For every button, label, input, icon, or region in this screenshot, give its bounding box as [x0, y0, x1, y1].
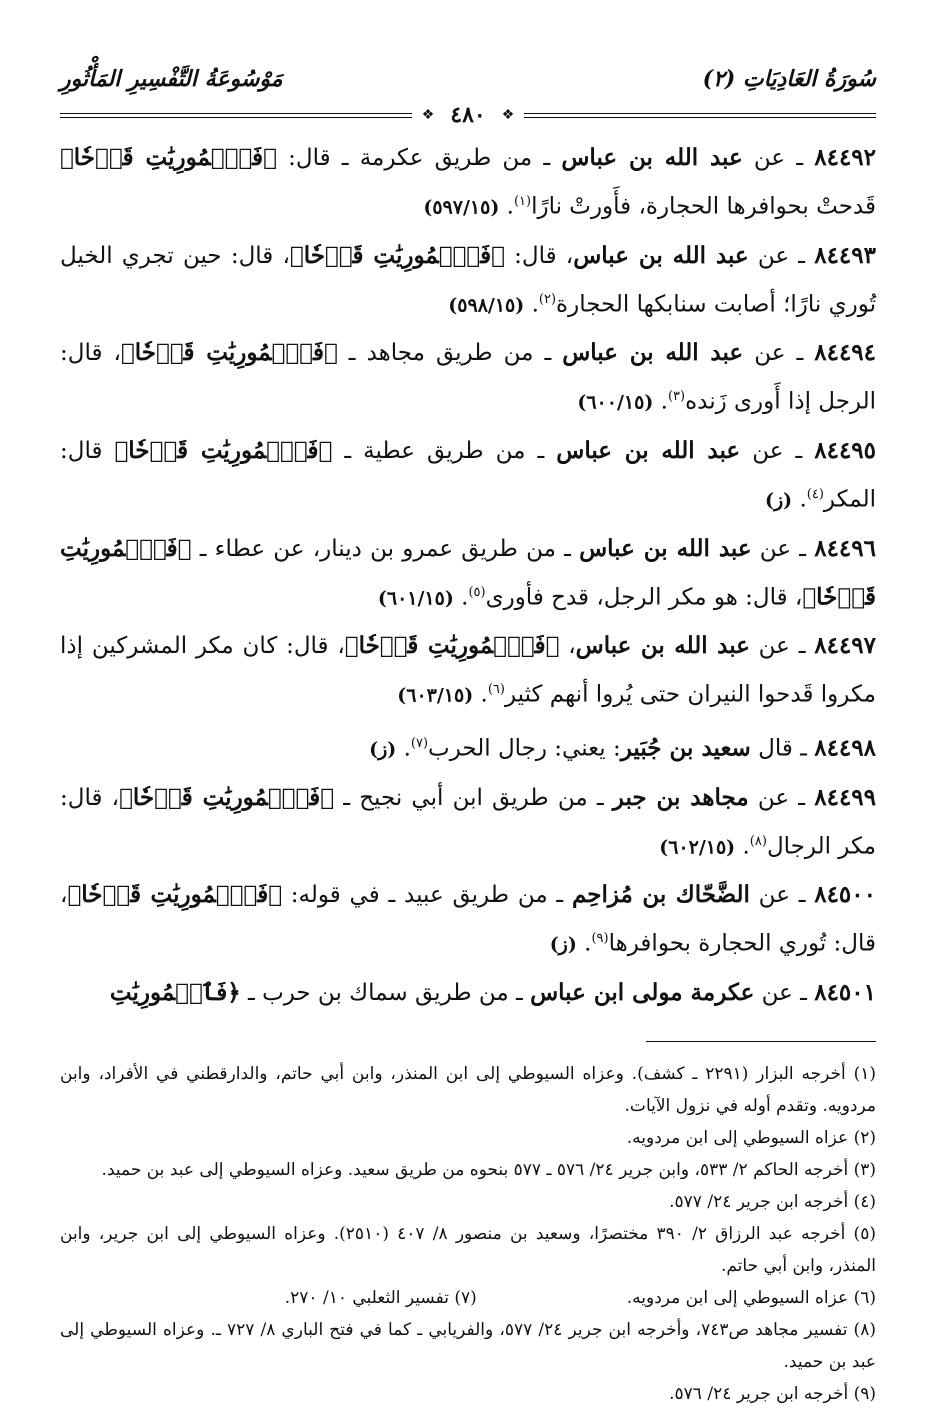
narrator-name: سعيد بن جُبَير [620, 734, 751, 762]
narrator-name: عبد الله بن عباس [556, 436, 741, 464]
footnote: (٦) عزاه السيوطي إلى ابن مردويه. [626, 1287, 876, 1308]
entry-text: ، قال: كان مكر المشركين إذا مكروا قَدحوا النيران حتى يُروا أنهم كثير [60, 633, 876, 708]
entry-text: قال: المكر [60, 437, 876, 513]
entry-number: ٨٤٤٩٦ [814, 534, 876, 562]
volume-reference: (ز) [369, 738, 397, 761]
entry-chain: : [605, 735, 621, 762]
footnote-marker: (٤) [806, 486, 824, 502]
narrator-name: مجاهد بن جبر [612, 783, 749, 811]
entry-intro: ـ عن [748, 784, 815, 811]
volume-reference: (٦٠٠/١٥) [577, 391, 654, 414]
volume-reference: (٦٠١/١٥) [377, 587, 454, 610]
entry-tail: . [792, 486, 807, 513]
footnotes-tail [60, 1314, 876, 1410]
volume-reference: (ز) [764, 489, 793, 512]
entry-chain: ، قال: [504, 242, 574, 269]
footnote-marker: (٦) [487, 682, 505, 698]
entry-text: ، قال: حين تجري الخيل تُوري نارًا؛ أصابت سنابكها الحجارة [60, 242, 876, 318]
entry-tail: . [453, 584, 469, 611]
entry [60, 873, 876, 967]
footnote-separator [646, 1041, 876, 1042]
entry-number: ٨٤٥٠٠ [814, 881, 876, 909]
narrator-name: عبد الله بن عباس [562, 339, 744, 367]
surah-title: سُورَةُ العَادِيَاتِ (٢) [702, 66, 876, 92]
ornament-icon: ❖ [501, 107, 515, 123]
entry-intro: ـ عن [743, 340, 815, 367]
entry-intro: ـ عن [754, 979, 815, 1006]
entry-chain: ـ من طريق عطية ـ [332, 437, 557, 464]
entry-tail: . [653, 388, 668, 415]
entry-intro: ـ عن [742, 145, 815, 171]
footnote: (٥) أخرجه عبد الرزاق ٢/ ٣٩٠ مختصرًا، وسعيد بن منصور ٨/ ٤٠٧ (٢٥١٠). وعزاه السيوطي إلى ابن جرير، وابن المنذر، وابن أبي حاتم. [60, 1223, 876, 1276]
ornament-icon: ❖ [421, 107, 435, 123]
book-title: مَوْسُوعَةُ التَّفْسِيرِ المَأْثُورِ [60, 66, 283, 92]
footnote-marker: (٥) [468, 584, 486, 600]
entry [60, 971, 876, 1015]
narrator-name: عبد الله بن عباس [561, 144, 743, 171]
volume-reference: (ز) [549, 933, 577, 956]
footnote-marker: (٩) [591, 931, 609, 947]
entry [60, 136, 876, 230]
narrator-name: عبد الله بن عباس [573, 241, 749, 269]
entry-intro: ـ عن [751, 535, 815, 562]
entry [60, 776, 876, 870]
entry [60, 624, 876, 718]
entries-list [60, 136, 876, 1015]
entry-number: ٨٤٤٩٨ [814, 734, 876, 762]
entry-number: ٨٤٥٠١ [814, 978, 876, 1006]
volume-reference: (٥٩٧/١٥) [423, 196, 500, 219]
volume-reference: (٥٩٨/١٥) [448, 294, 525, 317]
narrator-name: عبد الله بن عباس [579, 534, 752, 562]
footnote-marker: (٧) [410, 735, 429, 751]
quran-quote: ﴿فَٱلۡمُورِيَٰتِ قَدۡحٗا﴾ [67, 881, 283, 909]
entry-text: ، قال: هو مكر الرجل، قدح فأورى [485, 584, 803, 611]
entry-intro: ـ عن [748, 242, 815, 269]
entry-intro: ـ قال [750, 735, 815, 762]
entry-tail: . [576, 930, 592, 957]
volume-reference: (٦٠٢/١٥) [659, 836, 736, 859]
volume-reference: (٦٠٣/١٥) [397, 684, 474, 707]
entry-number: ٨٤٤٩٩ [814, 783, 877, 811]
entry [60, 331, 876, 425]
running-header [60, 62, 876, 96]
entry-chain: ـ من طريق عمرو بن دينار، عن عطاء ـ [191, 535, 580, 562]
entry-tail: . [524, 291, 539, 318]
quran-quote: ﴿فَٱلۡمُورِيَٰتِ قَدۡحٗا﴾ [289, 241, 505, 269]
footnote: (٧) تفسير الثعلبي ١٠/ ٢٧٠. [284, 1287, 477, 1308]
entry-text: ، قال: تُوري الحجارة بحوافرها [60, 882, 876, 957]
footnote-marker: (١) [513, 194, 532, 209]
footnotes-main [60, 1058, 876, 1282]
quran-quote: ﴿فَٱلۡمُورِيَٰتِ قَدۡحٗا﴾ [60, 534, 876, 611]
entry-tail: . [396, 735, 411, 762]
entry-intro: ـ عن [749, 882, 815, 909]
entry-chain: ـ من طريق مجاهد ـ [337, 340, 563, 367]
quran-quote: ﴿فَٱلۡمُورِيَٰتِ قَدۡحٗا﴾ [60, 144, 277, 171]
footnote: (٨) تفسير مجاهد ص٧٤٣، وأخرجه ابن جرير ٢٤/ ٥٧٧، والفريابي ـ كما في فتح الباري ٨/ ٧٢٧ ـ. وعزاه السيوطي إلى عبد بن حميد. [60, 1319, 876, 1372]
footnotes [60, 1058, 876, 1410]
footnote-marker: (٢) [538, 291, 557, 307]
entry-tail: . [473, 681, 488, 708]
footnote: (٣) أخرجه الحاكم ٢/ ٥٣٣، وابن جرير ٢٤/ ٥٧٦ ـ ٥٧٧ بنحوه من طريق سعيد. وعزاه السيوطي إلى عبد بن حميد. [101, 1159, 876, 1180]
footnote-marker: (٨) [749, 833, 767, 849]
entry-number: ٨٤٤٩٣ [814, 241, 876, 269]
entry-number: ٨٤٤٩٢ [814, 144, 877, 171]
quran-quote: ﴿فَٱلۡمُورِيَٰتِ قَدۡحٗا﴾ [114, 436, 333, 464]
entry [60, 527, 876, 621]
narrator-name: الضَّحّاك بن مُزاحِم [571, 881, 750, 909]
narrator-name: عكرمة مولى ابن عباس [530, 978, 755, 1006]
entry-number: ٨٤٤٩٤ [814, 339, 877, 367]
entry [60, 722, 876, 772]
entry-chain: ـ من طريق سماك بن حرب ـ [240, 979, 531, 1006]
entry-text: قَدحتْ بحوافرها الحجارة، فأَورتْ نارًا [531, 193, 876, 220]
entry-number: ٨٤٤٩٧ [814, 632, 877, 660]
footnote: (٢) عزاه السيوطي إلى ابن مردويه. [626, 1127, 876, 1148]
narrator-name: عبد الله بن عباس [575, 632, 750, 660]
entry-intro: ـ عن [740, 437, 815, 464]
page-number: ٤٨٠ [450, 102, 486, 128]
entry-text: ، قال: الرجل إذا أَورى زَنده [60, 340, 876, 415]
entry-number: ٨٤٤٩٥ [814, 436, 877, 464]
header-rule [60, 102, 876, 128]
entry-tail: . [499, 193, 514, 220]
footnote-pair [60, 1282, 876, 1314]
footnote: (١) أخرجه البزار (٢٢٩١ ـ كشف). وعزاه السيوطي إلى ابن المنذر، وابن أبي حاتم، والدارقطني في الأفراد، وابن مردويه. وتقدم أوله في نزول الآيات. [60, 1063, 876, 1116]
header-rule-line-left [60, 113, 412, 118]
entry-text: يعني: رجال الحرب [428, 735, 606, 762]
quran-quote: ﴿فَٱلۡمُورِيَٰتِ قَدۡحٗا﴾ [120, 339, 338, 367]
entry-chain: ـ من طريق ابن أبي نجيح ـ [334, 784, 613, 811]
entry-tail: . [735, 833, 750, 860]
entry [60, 429, 876, 523]
footnote: (٩) أخرجه ابن جرير ٢٤/ ٥٧٦. [669, 1383, 876, 1404]
footnote-marker: (٣) [667, 389, 686, 405]
footnote: (٤) أخرجه ابن جرير ٢٤/ ٥٧٧. [669, 1191, 876, 1212]
entry-chain: ـ من طريق عبيد ـ في قوله: [282, 882, 572, 909]
entry-text: ، قال: مكر الرجال [60, 784, 876, 860]
quran-quote: ﴿فَٱلۡمُورِيَٰتِ قَدۡحٗا﴾ [119, 783, 335, 811]
entry-chain: ـ من طريق عكرمة ـ قال: [276, 145, 562, 171]
header-rule-line-right [524, 113, 876, 118]
entry-chain: ، [559, 633, 576, 660]
quran-quote: ﴿فَٱلۡمُورِيَٰتِ قَدۡحٗا﴾ [344, 632, 560, 660]
entry [60, 234, 876, 328]
quran-quote: ﴿فَٱلۡمُورِيَٰتِ [109, 978, 241, 1006]
entry-intro: ـ عن [749, 633, 815, 660]
